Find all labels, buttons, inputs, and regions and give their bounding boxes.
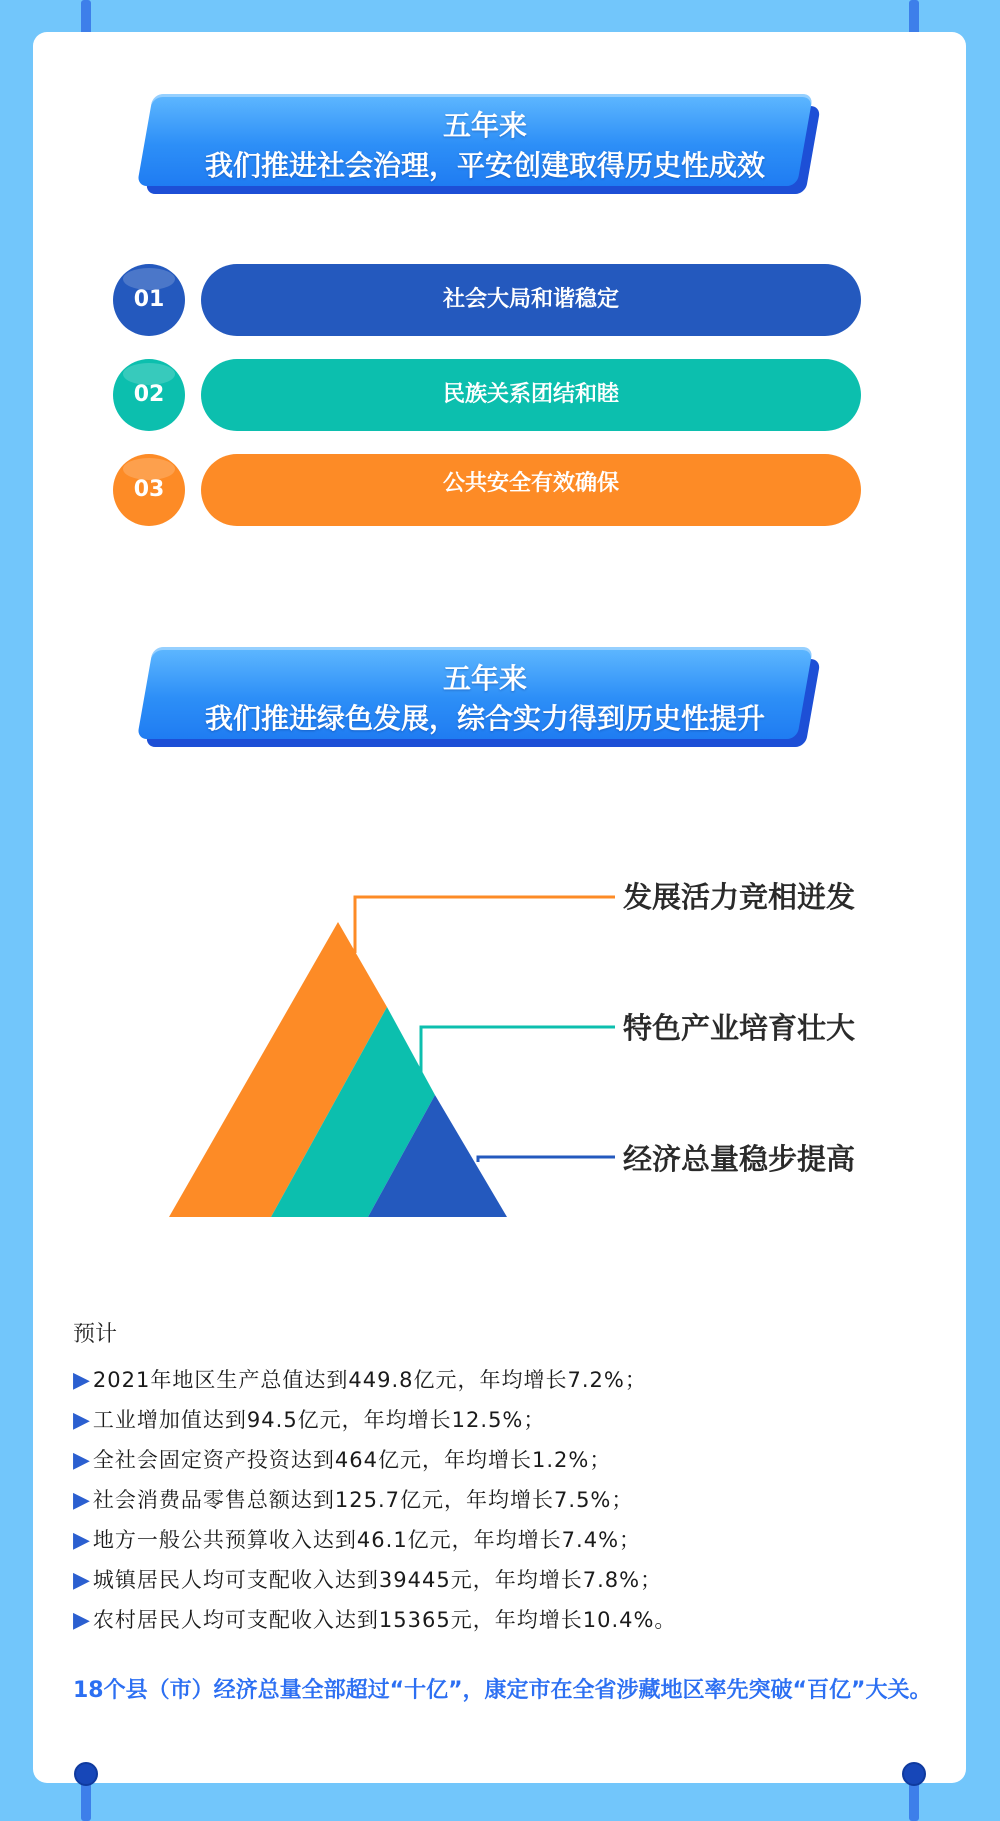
stat-text: 社会消费品零售总额达到125.7亿元，年均增长7.5%；: [92, 1488, 634, 1512]
pyramid-label-3: 经济总量稳步提高: [623, 1142, 856, 1176]
stat-text: 全社会固定资产投资达到464亿元，年均增长1.2%；: [92, 1448, 612, 1472]
stat-row: [73, 1560, 953, 1600]
pin-dot-bottom-right: [902, 1762, 926, 1786]
stats-list: [73, 1318, 953, 1640]
leader-line-bottom: [478, 1157, 615, 1162]
stats-lead: 预计: [73, 1322, 118, 1347]
pill-label: 社会大局和谐稳定: [201, 264, 861, 336]
play-arrow-icon: ▶: [73, 1488, 91, 1513]
stat-row: [73, 1400, 953, 1440]
play-arrow-icon: ▶: [73, 1528, 91, 1553]
stat-row: [73, 1360, 953, 1400]
play-arrow-icon: ▶: [73, 1408, 91, 1433]
pill-label: 公共安全有效确保: [201, 454, 861, 526]
pin-dot-bottom-left: [74, 1762, 98, 1786]
pyramid-label-1: 发展活力竞相迸发: [623, 880, 856, 914]
number-text: 01: [133, 287, 165, 312]
stat-text: 工业增加值达到94.5亿元，年均增长12.5%；: [92, 1408, 546, 1432]
play-arrow-icon: ▶: [73, 1368, 91, 1393]
number-badge: [113, 359, 185, 431]
pill-row-3: [113, 454, 861, 526]
banner-line2: 我们推进社会治理，平安创建取得历史性成效: [204, 149, 765, 182]
stat-row: [73, 1440, 953, 1480]
play-arrow-icon: ▶: [73, 1608, 91, 1633]
stat-row: [73, 1520, 953, 1560]
pill-row-2: [113, 359, 861, 431]
play-arrow-icon: ▶: [73, 1568, 91, 1593]
pyramid-label-2: 特色产业培育壮大: [623, 1011, 856, 1045]
number-badge: [113, 454, 185, 526]
stat-text: 2021年地区生产总值达到449.8亿元，年均增长7.2%；: [92, 1368, 647, 1392]
banner-line1: 五年来: [442, 662, 527, 695]
play-arrow-icon: ▶: [73, 1448, 91, 1473]
number-badge: [113, 264, 185, 336]
stat-row: [73, 1480, 953, 1520]
banner-line1: 五年来: [442, 109, 527, 142]
banner-title: [145, 106, 825, 186]
stat-row: [73, 1600, 953, 1640]
pill-label: 民族关系团结和睦: [201, 359, 861, 431]
section1-banner: [145, 94, 825, 199]
pill-row-1: [113, 264, 861, 336]
footer-note: 18个县（市）经济总量全部超过“十亿”，康定市在全省涉藏地区率先突破“百亿”大关。: [73, 1678, 932, 1703]
section2-banner: [145, 647, 825, 752]
leader-line-top: [355, 897, 615, 953]
leader-line-middle: [421, 1027, 615, 1077]
banner-title: [145, 659, 825, 739]
stat-text: 地方一般公共预算收入达到46.1亿元，年均增长7.4%；: [92, 1528, 642, 1552]
stat-text: 农村居民人均可支配收入达到15365元，年均增长10.4%。: [92, 1608, 677, 1632]
number-text: 02: [133, 382, 165, 407]
number-text: 03: [133, 477, 165, 502]
stat-text: 城镇居民人均可支配收入达到39445元，年均增长7.8%；: [92, 1568, 663, 1592]
banner-line2: 我们推进绿色发展，综合实力得到历史性提升: [204, 702, 765, 735]
